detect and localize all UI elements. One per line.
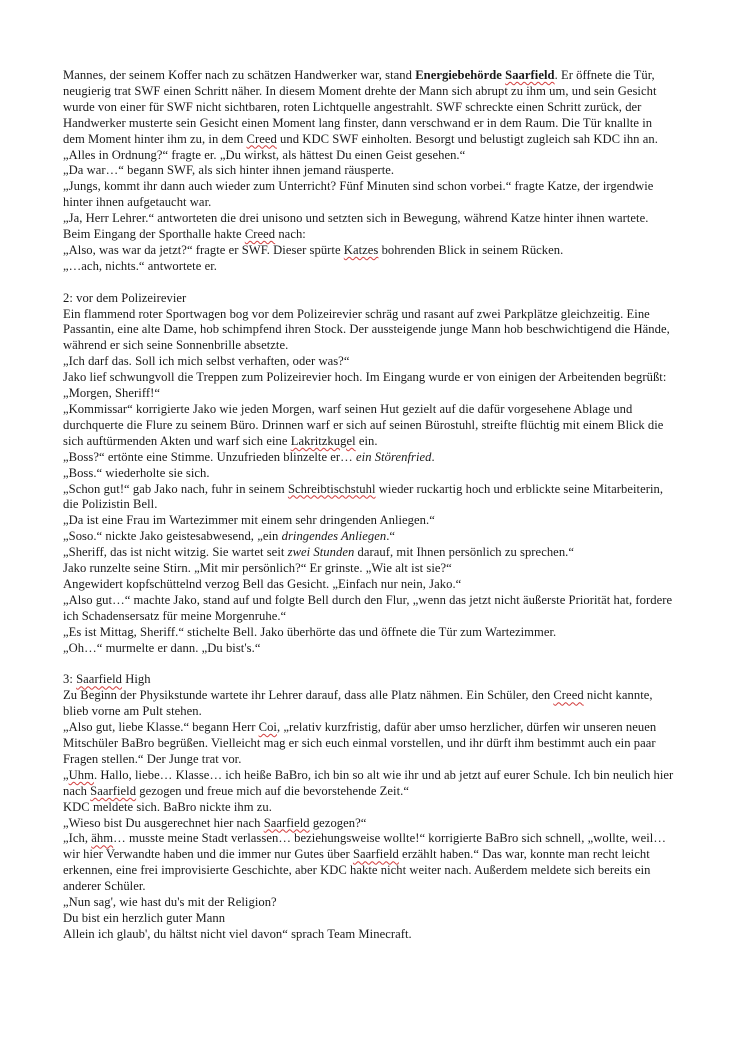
spellcheck-flagged-word: Lakritzkugel — [290, 433, 356, 448]
text-run: „Also, was war da jetzt?“ fragte er SWF. Dieser spürte — [63, 242, 344, 257]
text-run: Mannes, der seinem Koffer nach zu schätzen Handwerker war, stand — [63, 68, 416, 82]
spellcheck-flagged-word: Saarfield — [505, 68, 555, 82]
text-run: und KDC SWF einholten. Besorgt und belustigt zugleich sah KDC ihn an. — [276, 131, 658, 146]
empty-paragraph[interactable] — [63, 275, 675, 291]
spellcheck-flagged-word: Creed — [553, 688, 584, 703]
text-run: . Hallo, liebe… Klasse… ich heiße BaBro, ich bin so alt wie ihr und ab jetzt auf eurer Schule. Ich bin neulich hier nach — [63, 767, 674, 798]
text-run: nicht kannte, blieb vorne am Pult stehen. — [63, 688, 653, 719]
paragraph[interactable] — [63, 688, 675, 720]
text-run: . — [431, 449, 435, 464]
italic-text: zwei Stunden — [287, 545, 355, 560]
paragraph[interactable] — [63, 243, 675, 259]
paragraph[interactable] — [63, 800, 675, 816]
spellcheck-flagged-word: Creed — [246, 131, 277, 146]
text-run: High — [122, 672, 151, 687]
paragraph[interactable] — [63, 482, 675, 514]
text-run: 2: vor dem Polizeirevier — [63, 290, 187, 305]
text-run: ein. — [355, 433, 378, 448]
text-run: . Er öffnete die Tür, neugierig trat SWF einen Schritt näher. In diesem Moment drehte der Mann sich abrupt zu ihm um, und sein Gesicht wurde von einer für SWF nicht sichtbaren, roten Lichtquelle angestrahlt. SWF schreckte einen Schritt zurück, der Handwerker musterte sein Gesicht einen Moment lang finster, dann verschwand er in dem Raum. Die Tür knallte in dem Moment hinter ihm zu, in dem — [63, 68, 657, 146]
text-run: „Alles in Ordnung?“ fragte er. „Du wirkst, als hättest Du einen Geist gesehen.“ — [63, 147, 466, 162]
paragraph[interactable] — [63, 816, 675, 832]
paragraph[interactable] — [63, 561, 675, 577]
paragraph[interactable] — [63, 291, 675, 307]
text-run: Zu Beginn der Physikstunde wartete ihr Lehrer darauf, dass alle Platz nähmen. Ein Schüler, den — [63, 688, 554, 703]
text-run: „Soso.“ nickte Jako geistesabwesend, „ein — [63, 529, 282, 544]
paragraph[interactable] — [63, 402, 675, 450]
paragraph[interactable] — [63, 163, 675, 179]
text-run: „Nun sag', wie hast du's mit der Religion? — [63, 895, 277, 910]
paragraph[interactable] — [63, 625, 675, 641]
bold-text: Energiebehörde — [415, 68, 506, 82]
paragraph[interactable] — [63, 831, 675, 895]
text-run: „Oh…“ murmelte er dann. „Du bist's.“ — [63, 640, 261, 655]
text-run: KDC meldete sich. BaBro nickte ihm zu. — [63, 799, 272, 814]
spellcheck-flagged-word: Saarfield — [76, 672, 123, 687]
text-run: Allein ich glaub', du hältst nicht viel davon“ sprach Team Minecraft. — [63, 926, 412, 941]
text-run: Jako runzelte seine Stirn. „Mit mir persönlich?“ Er grinste. „Wie alt ist sie?“ — [63, 561, 452, 576]
paragraph[interactable] — [63, 545, 675, 561]
paragraph[interactable] — [63, 720, 675, 768]
text-run: … musste meine Stadt verlassen… beziehungsweise wollte!“ korrigierte BaBro sich schnell, „wollte, weil…wir hier Verwandte haben und die immer nur Gutes über — [63, 831, 666, 862]
spellcheck-flagged-word: Creed — [244, 227, 276, 242]
paragraph[interactable] — [63, 179, 675, 211]
paragraph[interactable] — [63, 68, 675, 148]
text-run: 3: — [63, 672, 77, 687]
text-run: darauf, mit Ihnen persönlich zu sprechen.“ — [354, 545, 574, 560]
paragraph[interactable] — [63, 211, 675, 243]
paragraph[interactable] — [63, 307, 675, 355]
spellcheck-flagged-word: ähm — [91, 831, 114, 846]
empty-paragraph[interactable] — [63, 657, 675, 673]
text-run: „Kommissar“ korrigierte Jako wie jeden Morgen, warf seinen Hut gezielt auf die dafür vorgesehene Ablage und durchquerte die Flure zu seinem Büro. Drinnen warf er sich auf seinen Bürostuhl, streifte flüchtig mit einem Blick die sich auftürmenden Akten und warf sich eine — [63, 402, 664, 448]
text-run: „ — [63, 767, 69, 782]
text-run: „Wieso bist Du ausgerechnet hier nach — [63, 815, 264, 830]
text-run: gezogen?“ — [309, 815, 367, 830]
text-run: , „relativ kurzfristig, dafür aber umso herzlicher, dürfen wir unseren neuen Mitschüler BaBro begrüßen. Vielleicht mag er sich euch einmal vorstellen, und ihr dürft ihm bestimmt auch ein paar Fragen stellen.“ Der Junge trat vor. — [63, 720, 657, 766]
spellcheck-flagged-word: Saarfield — [352, 847, 399, 862]
text-run: „Ich darf das. Soll ich mich selbst verhaften, oder was?“ — [63, 354, 350, 369]
text-run: „Also gut…“ machte Jako, stand auf und folgte Bell durch den Flur, „wenn das jetzt nicht äußerste Priorität hat, fordere ich Schadensersatz für meine Morgenruhe.“ — [63, 592, 673, 623]
text-run: „Also gut, liebe Klasse.“ begann Herr — [63, 720, 259, 735]
text-run: Jako lief schwungvoll die Treppen zum Polizeirevier hoch. Im Eingang wurde er von einigen der Arbeitenden begrüßt: „Morgen, Sheriff!“ — [63, 370, 667, 401]
paragraph[interactable] — [63, 148, 675, 164]
paragraph[interactable] — [63, 450, 675, 466]
italic-text: ein Störenfried — [356, 449, 432, 464]
text-run: nach: — [275, 227, 306, 242]
spellcheck-flagged-word: Katzes — [343, 242, 379, 257]
document-page[interactable] — [63, 68, 675, 943]
text-run: gezogen und freue mich auf die bevorstehende Zeit.“ — [136, 783, 409, 798]
paragraph[interactable] — [63, 354, 675, 370]
text-run: wieder ruckartig hoch und erblickte seine Mitarbeiterin, die Polizistin Bell. — [63, 481, 664, 512]
paragraph[interactable] — [63, 927, 675, 943]
text-run: erzählt haben.“ Das war, konnte man recht leicht erkennen, eine frei improvisierte Geschichte, aber KDC hakte nicht weiter nach. Außerdem meldete sich bereits ein anderer Schüler. — [63, 847, 651, 894]
italic-text: dringendes Anliegen — [281, 529, 387, 544]
text-run: „Es ist Mittag, Sheriff.“ stichelte Bell. Jako überhörte das und öffnete die Tür zum Wartezimmer. — [63, 624, 557, 639]
paragraph[interactable] — [63, 895, 675, 911]
text-run: „…ach, nichts.“ antwortete er. — [63, 258, 217, 273]
paragraph[interactable] — [63, 370, 675, 402]
text-run: „Boss?“ ertönte eine Stimme. Unzufrieden blinzelte er… — [63, 449, 357, 464]
text-run: „Da war…“ begann SWF, als sich hinter ihnen jemand räusperte. — [63, 163, 395, 178]
text-run: „Schon gut!“ gab Jako nach, fuhr in seinem — [63, 481, 288, 496]
text-run: Du bist ein herzlich guter Mann — [63, 911, 226, 925]
text-run: .“ — [386, 529, 396, 544]
paragraph[interactable] — [63, 513, 675, 529]
text-run: „Jungs, kommt ihr dann auch wieder zum Unterricht? Fünf Minuten sind schon vorbei.“ fragte Katze, der irgendwie hinter ihnen aufgetaucht war. — [63, 179, 654, 210]
paragraph[interactable] — [63, 593, 675, 625]
paragraph[interactable] — [63, 259, 675, 275]
text-run: „Sheriff, das ist nicht witzig. Sie wartet seit — [63, 545, 288, 560]
text-run: „Boss.“ wiederholte sie sich. — [63, 465, 210, 480]
paragraph[interactable] — [63, 768, 675, 800]
paragraph[interactable] — [63, 466, 675, 482]
spellcheck-flagged-word: Coi — [258, 720, 277, 735]
text-run: bohrenden Blick in seinem Rücken. — [378, 242, 564, 257]
paragraph[interactable] — [63, 911, 675, 927]
text-run: Angewidert kopfschüttelnd verzog Bell das Gesicht. „Einfach nur nein, Jako.“ — [63, 576, 462, 591]
spellcheck-flagged-word: Uhm — [68, 767, 94, 782]
paragraph[interactable] — [63, 672, 675, 688]
spellcheck-flagged-word: Saarfield — [263, 815, 310, 830]
paragraph[interactable] — [63, 641, 675, 657]
text-run: „Ich, — [63, 831, 92, 846]
paragraph[interactable] — [63, 577, 675, 593]
spellcheck-flagged-word: Schreibtischstuhl — [287, 481, 376, 496]
text-run: „Da ist eine Frau im Wartezimmer mit einem sehr dringenden Anliegen.“ — [63, 513, 435, 528]
text-run: „Ja, Herr Lehrer.“ antworteten die drei unisono und setzten sich in Bewegung, während Katze hinter ihnen wartete. Beim Eingang der Sporthalle hakte — [63, 211, 649, 242]
paragraph[interactable] — [63, 529, 675, 545]
text-run: Ein flammend roter Sportwagen bog vor dem Polizeirevier schräg und rasant auf zwei Parkplätze gleichzeitig. Eine Passantin, eine alte Dame, hob schimpfend ihren Stock. Der aussteigende junge Mann hob beschwichtigend die Hände, während er sich seine Sonnenbrille absetzte. — [63, 306, 670, 353]
spellcheck-flagged-word: Saarfield — [90, 783, 137, 798]
